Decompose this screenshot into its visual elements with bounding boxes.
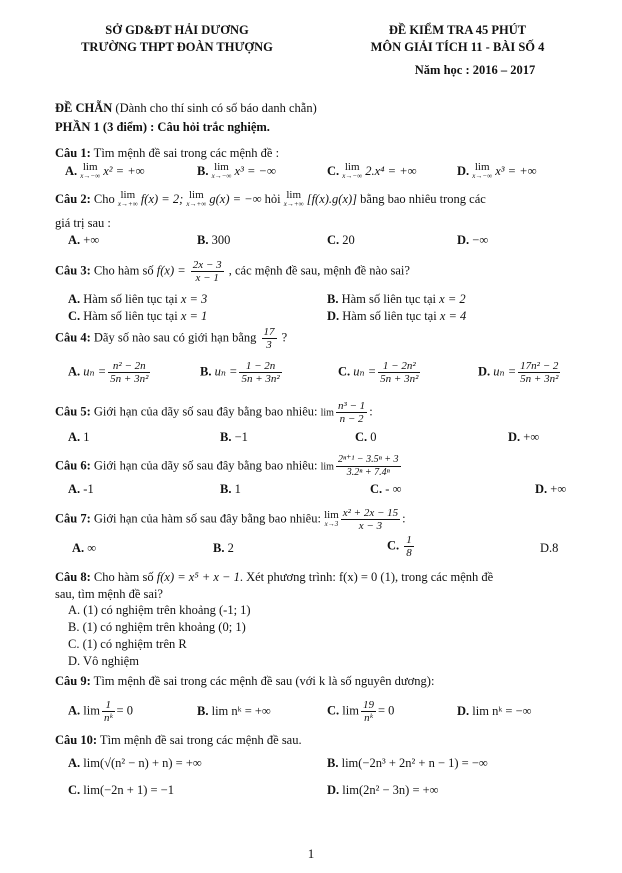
q9-a-frac	[102, 699, 115, 724]
q4-a-den: 5n + 3n²	[110, 373, 149, 385]
lim-sub: x→−∞	[342, 172, 363, 180]
q2-option-d	[457, 233, 488, 248]
q3-c-text: Hàm số liên tục tại	[83, 309, 181, 323]
question-9	[55, 674, 587, 689]
q2-c-letter: C.	[327, 233, 340, 247]
q9-c-end: = 0	[377, 703, 395, 718]
q9-d-expr: lim nᵏ = −∞	[472, 704, 532, 718]
q10-option-d	[327, 783, 439, 798]
q5-option-a	[68, 430, 90, 445]
q5-label: Câu 5:	[55, 404, 91, 419]
q4-d-frac	[518, 360, 560, 385]
lim-text: lim	[214, 161, 229, 173]
q1-b-expr: x³ = −∞	[234, 163, 276, 178]
q7-den: x − 3	[358, 520, 383, 532]
lim-text: lim	[344, 161, 360, 173]
q2-option-a	[68, 233, 99, 248]
q6-b-letter: B.	[220, 482, 232, 496]
q3-text1: Cho hàm số	[90, 263, 157, 278]
q2-lim-fg	[284, 191, 304, 209]
q2-fg: [f(x).g(x)]	[306, 191, 358, 206]
q4-a-num: n² − 2n	[108, 360, 150, 373]
q1-d-lim	[472, 163, 492, 181]
q10-option-b	[327, 756, 488, 771]
question-8	[55, 570, 587, 585]
q8-option-b: B. (1) có nghiệm trên khoảng (0; 1)	[68, 620, 246, 634]
q4-num: 17	[263, 326, 275, 338]
q10-a-letter: A.	[68, 756, 81, 770]
q2-label: Câu 2:	[55, 191, 91, 206]
q4-c-num: 1 − 2n²	[378, 360, 420, 373]
q5-option-c	[355, 430, 377, 445]
q4-option-d	[478, 360, 562, 385]
q9-d-letter: D.	[457, 704, 470, 718]
q4-option-b	[200, 360, 284, 385]
q1-c-lim	[342, 163, 362, 181]
q3-a-text: Hàm số liên tục tại	[83, 292, 181, 306]
question-10	[55, 733, 587, 748]
q4-c-letter: C.	[338, 364, 351, 379]
q2-text1: Cho	[90, 191, 118, 206]
q9-c-letter: C.	[327, 703, 340, 718]
lim-sub: x→+∞	[283, 200, 304, 208]
q7-b-letter: B.	[213, 541, 225, 555]
q2-lim-f	[118, 191, 138, 209]
q4-b-num: 1 − 2n	[239, 360, 281, 373]
q10-d-expr: lim(2n² − 3n) = +∞	[342, 783, 439, 797]
q3-d-at: x = 4	[439, 309, 467, 323]
school-header	[52, 22, 302, 56]
school-name: TRƯỜNG THPT ĐOÀN THƯỢNG	[81, 40, 273, 54]
q3-a-at: x = 3	[180, 292, 208, 306]
q7-fraction	[341, 507, 400, 532]
q2-d-letter: D.	[457, 233, 470, 247]
q6-option-a	[68, 482, 94, 497]
q1-option-d	[457, 163, 537, 181]
q9-a-lim: lim	[83, 703, 100, 718]
q2-a-value: +∞	[83, 233, 100, 247]
page-number: 1	[307, 846, 315, 861]
department-name: SỞ GD&ĐT HẢI DƯƠNG	[105, 23, 249, 37]
question-6	[55, 454, 587, 479]
q1-option-c	[327, 163, 417, 181]
q1-b-letter: B.	[197, 163, 209, 178]
q2-g: g(x) = −∞	[209, 191, 262, 206]
lim-text: lim	[82, 161, 98, 173]
q8-label: Câu 8:	[55, 570, 91, 584]
q9-c-den: nᵏ	[364, 712, 373, 724]
question-7	[55, 507, 587, 532]
q5-lim: lim	[320, 407, 334, 419]
q5-option-d	[508, 430, 539, 445]
question-5	[55, 400, 587, 425]
q6-b-value: 1	[234, 482, 241, 496]
q5-text: Giới hạn của dãy số sau đây bằng bao nhiêu:	[90, 404, 321, 419]
q9-text: Tìm mệnh đề sai trong các mệnh đề sau (với k là số nguyên dương):	[90, 674, 435, 688]
q10-option-c	[68, 783, 174, 798]
q10-a-expr: lim(√(n² − n) + n) = +∞	[83, 756, 202, 770]
q5-option-b	[220, 430, 248, 445]
q1-a-letter: A.	[65, 163, 78, 178]
q3-option-a	[68, 292, 207, 307]
q6-option-b	[220, 482, 241, 497]
q9-a-letter: A.	[68, 703, 81, 718]
q4-b-un: uₙ =	[214, 364, 238, 379]
q1-d-letter: D.	[457, 163, 470, 178]
q1-b-lim	[212, 163, 232, 181]
school-year: Năm học : 2016 – 2017	[414, 63, 536, 77]
q7-c-den: 8	[406, 547, 412, 559]
q6-d-value: +∞	[550, 482, 567, 496]
q4-c-frac	[378, 360, 420, 385]
q7-end: :	[402, 511, 406, 526]
lim-text: lim	[286, 189, 301, 201]
lim-text: lim	[120, 189, 136, 201]
q3-fx: f(x) =	[156, 263, 186, 278]
q4-end: ?	[278, 330, 288, 345]
q5-end: :	[369, 404, 373, 419]
q7-lim	[324, 508, 339, 529]
q7-b-value: 2	[227, 541, 234, 555]
q5-d-letter: D.	[508, 430, 521, 444]
q2-mid: hỏi	[261, 191, 284, 206]
q4-d-un: uₙ =	[493, 364, 517, 379]
q6-lim: lim	[320, 461, 334, 473]
q5-den: n − 2	[339, 413, 364, 425]
q4-option-a	[68, 360, 152, 385]
q6-c-value: - ∞	[385, 482, 402, 496]
q2-f: f(x) = 2;	[140, 191, 184, 206]
q4-b-frac	[239, 360, 281, 385]
q3-fraction	[191, 259, 224, 284]
q9-b-expr: lim nᵏ = +∞	[211, 704, 271, 718]
q4-fraction	[262, 326, 277, 351]
q3-option-b	[327, 292, 466, 307]
q2-a-letter: A.	[68, 233, 81, 247]
q7-option-d: D.8	[540, 541, 559, 555]
q7-c-frac	[404, 534, 414, 559]
exam-variant	[55, 101, 587, 116]
q2-b-letter: B.	[197, 233, 209, 247]
q2-option-c	[327, 233, 355, 248]
q2-c-value: 20	[342, 233, 355, 247]
q2-lim-g	[186, 191, 206, 209]
q3-d-text: Hàm số liên tục tại	[342, 309, 440, 323]
q1-d-expr: x³ = +∞	[495, 163, 537, 178]
lim-text: lim	[188, 189, 204, 201]
lim-sub: x→+∞	[186, 200, 207, 208]
q5-c-value: 0	[370, 430, 377, 444]
q2-option-b	[197, 233, 230, 248]
lim-text: lim	[474, 161, 490, 173]
q6-option-c	[370, 482, 401, 497]
exam-subject: MÔN GIẢI TÍCH 11 - BÀI SỐ 4	[370, 40, 545, 54]
q8-text3: sau, tìm mệnh đề sai?	[55, 587, 163, 601]
q10-c-expr: lim(−2n + 1) = −1	[83, 783, 174, 797]
q10-b-letter: B.	[327, 756, 339, 770]
q1-a-expr: x² = +∞	[103, 163, 145, 178]
q4-a-letter: A.	[68, 364, 81, 379]
q7-a-letter: A.	[72, 541, 85, 555]
q8-text1: Cho hàm số	[90, 570, 157, 584]
question-2	[55, 191, 587, 209]
q10-option-a	[68, 756, 202, 771]
q3-label: Câu 3:	[55, 263, 91, 278]
q2-d-value: −∞	[472, 233, 489, 247]
question-3	[55, 259, 587, 284]
q9-label: Câu 9:	[55, 674, 91, 688]
question-1	[55, 146, 587, 161]
q10-label: Câu 10:	[55, 733, 98, 747]
q4-b-letter: B.	[200, 364, 212, 379]
q6-fraction	[336, 454, 401, 479]
q6-num: 2ⁿ⁺¹ − 3.5ⁿ + 3	[337, 454, 399, 465]
q5-a-letter: A.	[68, 430, 81, 444]
lim-sub: x→−∞	[80, 172, 101, 180]
q9-option-a	[68, 699, 133, 724]
q1-a-lim	[80, 163, 100, 181]
q4-d-den: 5n + 3n²	[520, 373, 559, 385]
q2-text2: bằng bao nhiêu trong các	[357, 191, 486, 206]
q6-option-d	[535, 482, 566, 497]
q1-text: Tìm mệnh đề sai trong các mệnh đề :	[90, 146, 280, 160]
exam-header	[330, 22, 585, 56]
q8-option-d: D. Vô nghiệm	[68, 654, 139, 668]
q1-label: Câu 1:	[55, 146, 91, 160]
q7-label: Câu 7:	[55, 511, 91, 526]
q9-c-frac	[361, 699, 376, 724]
q3-b-at: x = 2	[439, 292, 466, 306]
q8-option-a: A. (1) có nghiệm trên khoảng (-1; 1)	[68, 603, 251, 617]
q4-d-num: 17n² − 2	[520, 360, 559, 372]
q3-a-letter: A.	[68, 292, 81, 306]
lim-sub: x→3	[324, 519, 339, 528]
q7-text: Giới hạn của hàm số sau đây bằng bao nhiêu:	[90, 511, 325, 526]
q3-b-letter: B.	[327, 292, 339, 306]
q3-c-at: x = 1	[180, 309, 208, 323]
q3-b-text: Hàm số liên tục tại	[341, 292, 440, 306]
q4-d-letter: D.	[478, 364, 491, 379]
q5-num: n³ − 1	[337, 400, 366, 412]
q4-b-den: 5n + 3n²	[241, 373, 280, 385]
q6-d-letter: D.	[535, 482, 548, 496]
q7-option-c	[387, 534, 416, 559]
q10-b-expr: lim(−2n³ + 2n² + n − 1) = −∞	[341, 756, 488, 770]
q9-b-letter: B.	[197, 704, 209, 718]
q9-a-end: = 0	[116, 703, 133, 718]
lim-sub: x→+∞	[117, 200, 138, 208]
q8-fx: f(x) = x⁵ + x − 1	[156, 570, 240, 584]
question-4	[55, 326, 587, 351]
q1-option-b	[197, 163, 276, 181]
exam-title: ĐỀ KIỂM TRA 45 PHÚT	[388, 23, 527, 37]
exam-variant-label: ĐỀ CHẴN	[55, 101, 113, 115]
q10-text: Tìm mệnh đề sai trong các mệnh đề sau.	[97, 733, 302, 747]
q3-option-d	[327, 309, 466, 324]
q4-a-frac	[108, 360, 150, 385]
q3-d-letter: D.	[327, 309, 340, 323]
q5-b-value: −1	[234, 430, 248, 444]
q9-option-b	[197, 704, 271, 719]
q6-text: Giới hạn của dãy số sau đây bằng bao nhiêu:	[90, 458, 321, 473]
q1-c-letter: C.	[327, 163, 340, 178]
q3-text2: , các mệnh đề sau, mệnh đề nào sai?	[225, 263, 410, 278]
q6-label: Câu 6:	[55, 458, 91, 473]
q5-fraction	[336, 400, 367, 425]
q3-c-letter: C.	[68, 309, 81, 323]
q5-c-letter: C.	[355, 430, 368, 444]
q6-a-value: -1	[83, 482, 94, 496]
q7-c-num: 1	[406, 534, 412, 546]
q3-option-c	[68, 309, 207, 324]
q9-option-c	[327, 699, 394, 724]
q4-c-un: uₙ =	[353, 364, 377, 379]
q7-option-b	[213, 541, 234, 556]
q4-text: Dãy số nào sau có giới hạn bằng	[90, 330, 260, 345]
q4-option-c	[338, 360, 422, 385]
q10-d-letter: D.	[327, 783, 340, 797]
q7-c-letter: C.	[387, 538, 400, 553]
part-title: PHẦN 1 (3 điểm) : Câu hỏi trắc nghiệm.	[55, 120, 270, 134]
q7-num: x² + 2x − 15	[342, 507, 399, 519]
q9-a-num: 1	[102, 699, 115, 712]
q10-c-letter: C.	[68, 783, 81, 797]
q3-den: x − 1	[195, 272, 219, 284]
q1-c-expr: 2.x⁴ = +∞	[365, 163, 417, 178]
exam-variant-note: (Dành cho thí sinh có số báo danh chẵn)	[112, 101, 317, 115]
q4-c-den: 5n + 3n²	[380, 373, 419, 385]
lim-sub: x→−∞	[211, 172, 232, 180]
q5-a-value: 1	[83, 430, 90, 444]
q8-text2: . Xét phương trình: f(x) = 0 (1), trong các mệnh đề	[239, 570, 494, 584]
q2-text3: giá trị sau :	[55, 216, 111, 230]
q9-c-num: 19	[362, 699, 374, 711]
q8-option-c: C. (1) có nghiệm trên R	[68, 637, 187, 651]
q6-c-letter: C.	[370, 482, 383, 496]
lim-text: lim	[324, 508, 339, 521]
lim-sub: x→−∞	[472, 172, 493, 180]
q5-d-value: +∞	[523, 430, 540, 444]
q7-a-value: ∞	[87, 541, 97, 555]
q5-b-letter: B.	[220, 430, 232, 444]
q4-a-un: uₙ =	[83, 364, 107, 379]
q4-label: Câu 4:	[55, 330, 91, 345]
q9-a-den: nᵏ	[103, 712, 113, 724]
q3-num: 2x − 3	[192, 259, 222, 271]
q1-option-a	[65, 163, 145, 181]
q7-option-a	[72, 541, 96, 556]
q6-a-letter: A.	[68, 482, 81, 496]
q9-option-d	[457, 704, 532, 719]
q6-den: 3.2ⁿ + 7.4ⁿ	[346, 467, 390, 478]
q4-den: 3	[266, 339, 272, 351]
q9-c-lim: lim	[342, 703, 359, 718]
q2-b-value: 300	[211, 233, 231, 247]
